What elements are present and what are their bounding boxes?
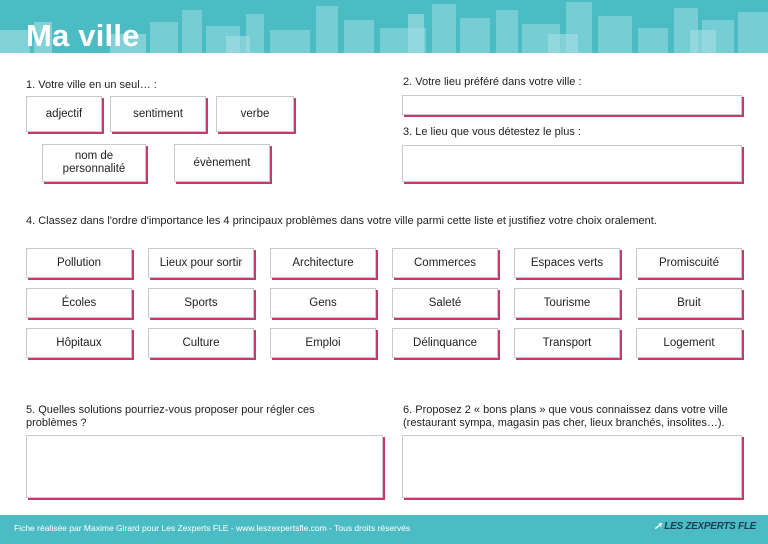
- question-6-label: 6. Proposez 2 « bons plans » que vous connaissez dans votre ville (restaurant sympa, magasin pas cher, lieux branchés, insolites…).: [403, 404, 728, 429]
- problem-promiscuite[interactable]: Promiscuité: [636, 248, 742, 278]
- problem-gens[interactable]: Gens: [270, 288, 376, 318]
- problem-pollution[interactable]: Pollution: [26, 248, 132, 278]
- q3-answer-field[interactable]: [402, 145, 742, 182]
- problem-sports[interactable]: Sports: [148, 288, 254, 318]
- problem-ecoles[interactable]: Écoles: [26, 288, 132, 318]
- header-banner: [0, 0, 768, 53]
- problem-logement[interactable]: Logement: [636, 328, 742, 358]
- footer-bar: [0, 515, 768, 544]
- zexperts-logo: [654, 521, 756, 532]
- page-title: Ma ville: [26, 18, 140, 53]
- problem-delinquance[interactable]: Délinquance: [392, 328, 498, 358]
- problem-emploi[interactable]: Emploi: [270, 328, 376, 358]
- question-2-label: 2. Votre lieu préféré dans votre ville :: [403, 76, 582, 88]
- q2-answer-field[interactable]: [402, 95, 742, 115]
- problem-tourisme[interactable]: Tourisme: [514, 288, 620, 318]
- problem-espaces-verts[interactable]: Espaces verts: [514, 248, 620, 278]
- problem-transport[interactable]: Transport: [514, 328, 620, 358]
- question-1-label: 1. Votre ville en un seul… :: [26, 79, 157, 91]
- q1-option-nom-de-personnalite[interactable]: nom de personnalité: [42, 144, 146, 182]
- question-4-label: 4. Classez dans l'ordre d'importance les 4 principaux problèmes dans votre ville parmi cette liste et justifiez votre choix oralement.: [26, 215, 657, 227]
- problem-architecture[interactable]: Architecture: [270, 248, 376, 278]
- q6-answer-field[interactable]: [402, 435, 742, 498]
- problem-bruit[interactable]: Bruit: [636, 288, 742, 318]
- logo-swoosh-icon: ➚: [653, 521, 662, 532]
- q5-answer-field[interactable]: [26, 435, 383, 498]
- q1-option-verbe[interactable]: verbe: [216, 96, 294, 132]
- q1-option-sentiment[interactable]: sentiment: [110, 96, 206, 132]
- problem-lieux-pour-sortir[interactable]: Lieux pour sortir: [148, 248, 254, 278]
- question-5-label: 5. Quelles solutions pourriez-vous proposer pour régler ces problèmes ?: [26, 404, 315, 429]
- footer-credit: Fiche réalisée par Maxime Girard pour Les Zexperts FLE - www.leszexpertsfle.com - Tous droits réservés: [14, 523, 411, 533]
- problem-commerces[interactable]: Commerces: [392, 248, 498, 278]
- problem-culture[interactable]: Culture: [148, 328, 254, 358]
- logo-text: LES ZEXPERTS FLE: [664, 521, 756, 532]
- q1-option-evenement[interactable]: évènement: [174, 144, 270, 182]
- question-3-label: 3. Le lieu que vous détestez le plus :: [403, 126, 581, 138]
- problem-hopitaux[interactable]: Hôpitaux: [26, 328, 132, 358]
- q1-option-adjectif[interactable]: adjectif: [26, 96, 102, 132]
- problem-salete[interactable]: Saleté: [392, 288, 498, 318]
